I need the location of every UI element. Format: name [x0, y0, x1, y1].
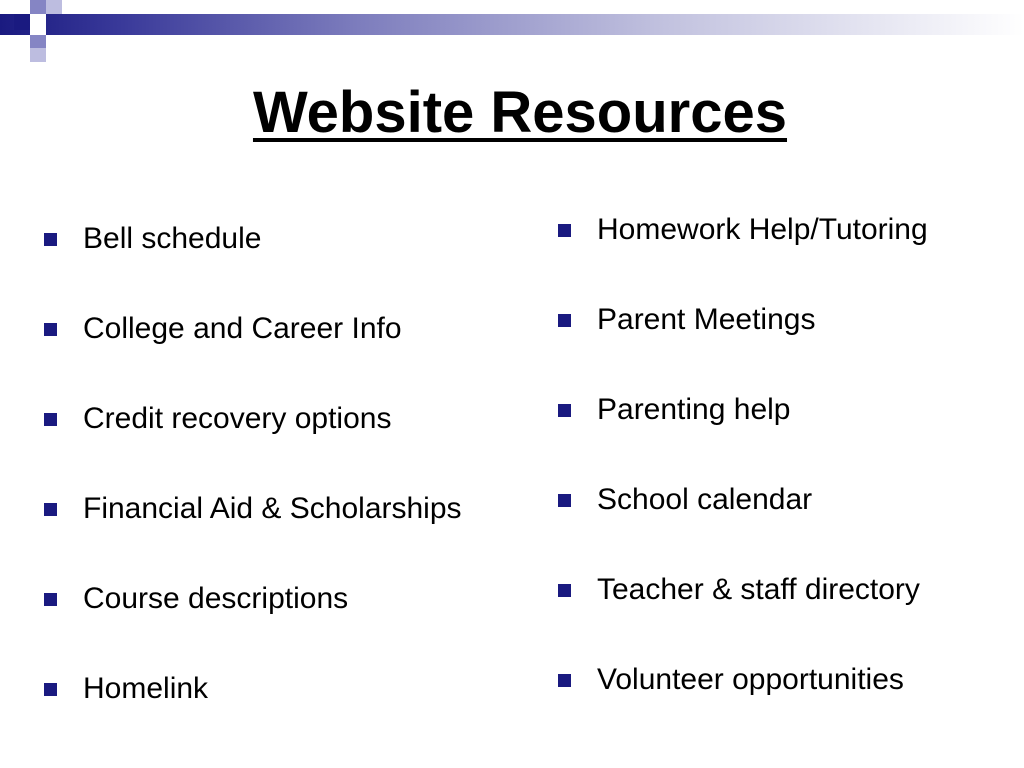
- list-item: [558, 206, 928, 296]
- list-item-text: Parenting help: [597, 393, 791, 426]
- slide-title-text: Website Resources: [252, 80, 788, 145]
- list-item: [44, 215, 462, 305]
- square-bullet-icon: [44, 503, 57, 516]
- square-bullet-icon: [558, 674, 571, 687]
- list-item: [558, 566, 928, 656]
- square-bullet-icon: [558, 494, 571, 507]
- list-item: [558, 476, 928, 566]
- list-item: [44, 665, 462, 755]
- list-item-text: School calendar: [597, 483, 813, 516]
- decor-square-3: [46, 0, 62, 14]
- list-item: [558, 656, 928, 746]
- list-item: [558, 386, 928, 476]
- list-item: [558, 296, 928, 386]
- decor-square-2: [30, 0, 46, 14]
- list-item: [44, 485, 462, 575]
- left-bullet-list: [44, 215, 462, 755]
- square-bullet-icon: [44, 413, 57, 426]
- square-bullet-icon: [558, 314, 571, 327]
- list-item-text: Teacher & staff directory: [597, 573, 920, 606]
- square-bullet-icon: [558, 404, 571, 417]
- square-bullet-icon: [558, 584, 571, 597]
- slide-title: [0, 78, 1024, 148]
- list-item-text: Parent Meetings: [597, 303, 816, 336]
- right-bullet-list: [558, 206, 928, 746]
- list-item-text: Bell schedule: [83, 222, 262, 255]
- decor-square-5: [30, 35, 46, 49]
- square-bullet-icon: [44, 683, 57, 696]
- list-item: [44, 395, 462, 485]
- square-bullet-icon: [558, 224, 571, 237]
- list-item-text: Homelink: [83, 672, 209, 705]
- decor-square-6: [30, 48, 46, 62]
- decor-square-7: [62, 0, 76, 14]
- list-item-text: Financial Aid & Scholarships: [83, 492, 462, 525]
- header-gradient-band: [0, 14, 1024, 35]
- square-bullet-icon: [44, 593, 57, 606]
- list-item-text: Credit recovery options: [83, 402, 392, 435]
- list-item-text: Homework Help/Tutoring: [597, 213, 928, 246]
- list-item-text: College and Career Info: [83, 312, 402, 345]
- decor-square-4: [30, 14, 46, 35]
- list-item: [44, 305, 462, 395]
- square-bullet-icon: [44, 323, 57, 336]
- list-item-text: Volunteer opportunities: [597, 663, 904, 696]
- square-bullet-icon: [44, 233, 57, 246]
- list-item: [44, 575, 462, 665]
- decor-square-1: [14, 14, 30, 30]
- list-item-text: Course descriptions: [83, 582, 349, 615]
